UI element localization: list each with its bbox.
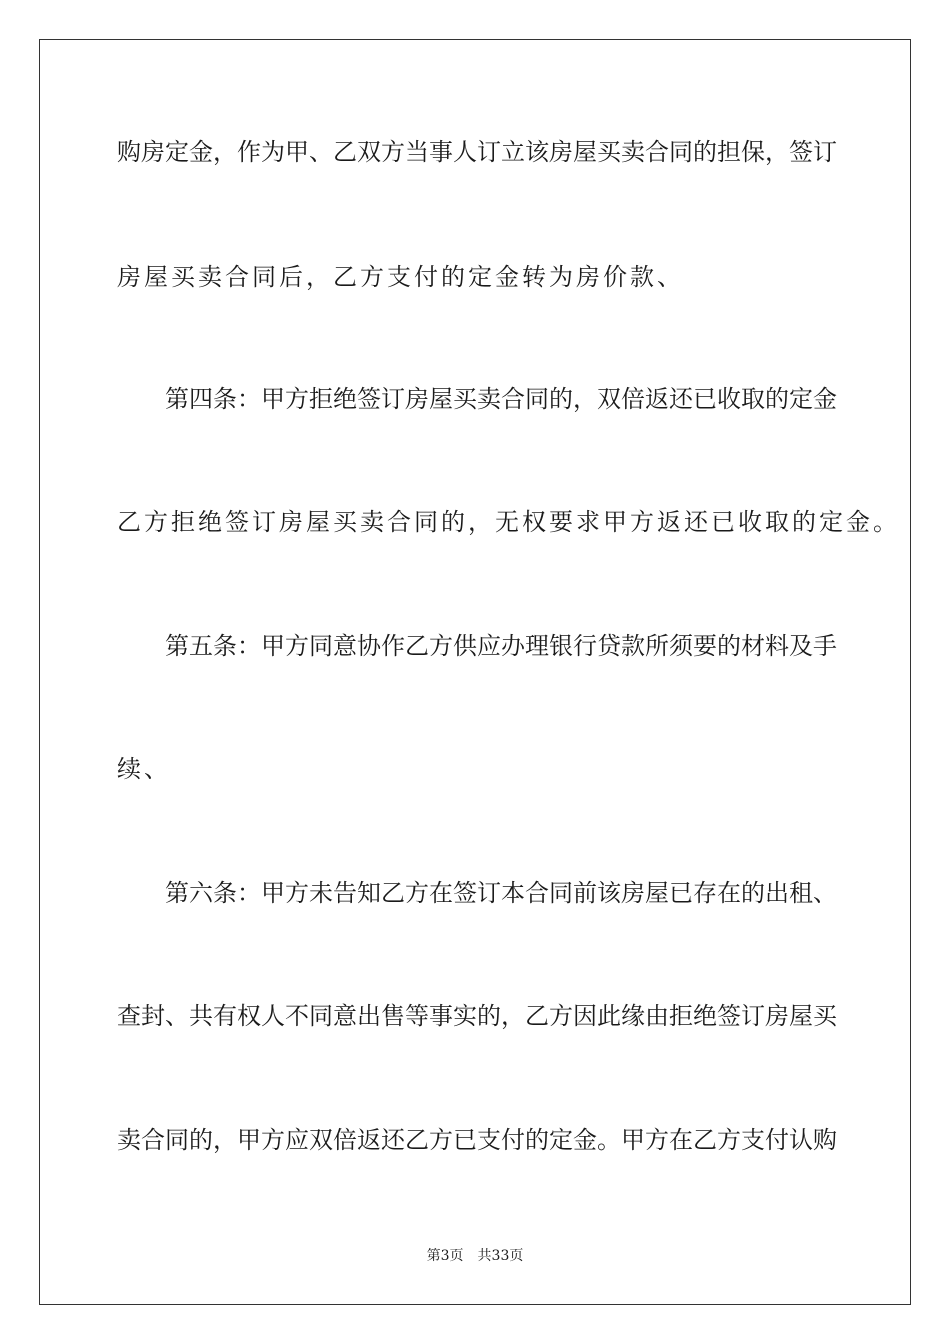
paragraph-line-article-4: 第四条：甲方拒绝签订房屋买卖合同的，双倍返还已收取的定金 — [165, 385, 837, 413]
paragraph-line: 查封、共有权人不同意出售等事实的，乙方因此缘由拒绝签订房屋买 — [117, 1002, 837, 1030]
paragraph-line: 购房定金，作为甲、乙双方当事人订立该房屋买卖合同的担保，签订 — [117, 138, 837, 166]
paragraph-line: 卖合同的，甲方应双倍返还乙方已支付的定金。甲方在乙方支付认购 — [117, 1126, 837, 1154]
paragraph-line: 乙方拒绝签订房屋买卖合同的，无权要求甲方返还已收取的定金。 — [117, 508, 900, 536]
page-total: 共33页 — [477, 1248, 524, 1264]
paragraph-line: 房屋买卖合同后，乙方支付的定金转为房价款、 — [117, 263, 684, 291]
paragraph-line: 续、 — [117, 755, 171, 783]
page-footer — [0, 1247, 950, 1265]
page-number: 第3页 — [426, 1248, 464, 1264]
page-border — [39, 39, 911, 1305]
paragraph-line-article-6: 第六条：甲方未告知乙方在签订本合同前该房屋已存在的出租、 — [165, 879, 837, 907]
paragraph-line-article-5: 第五条：甲方同意协作乙方供应办理银行贷款所须要的材料及手 — [165, 632, 837, 660]
